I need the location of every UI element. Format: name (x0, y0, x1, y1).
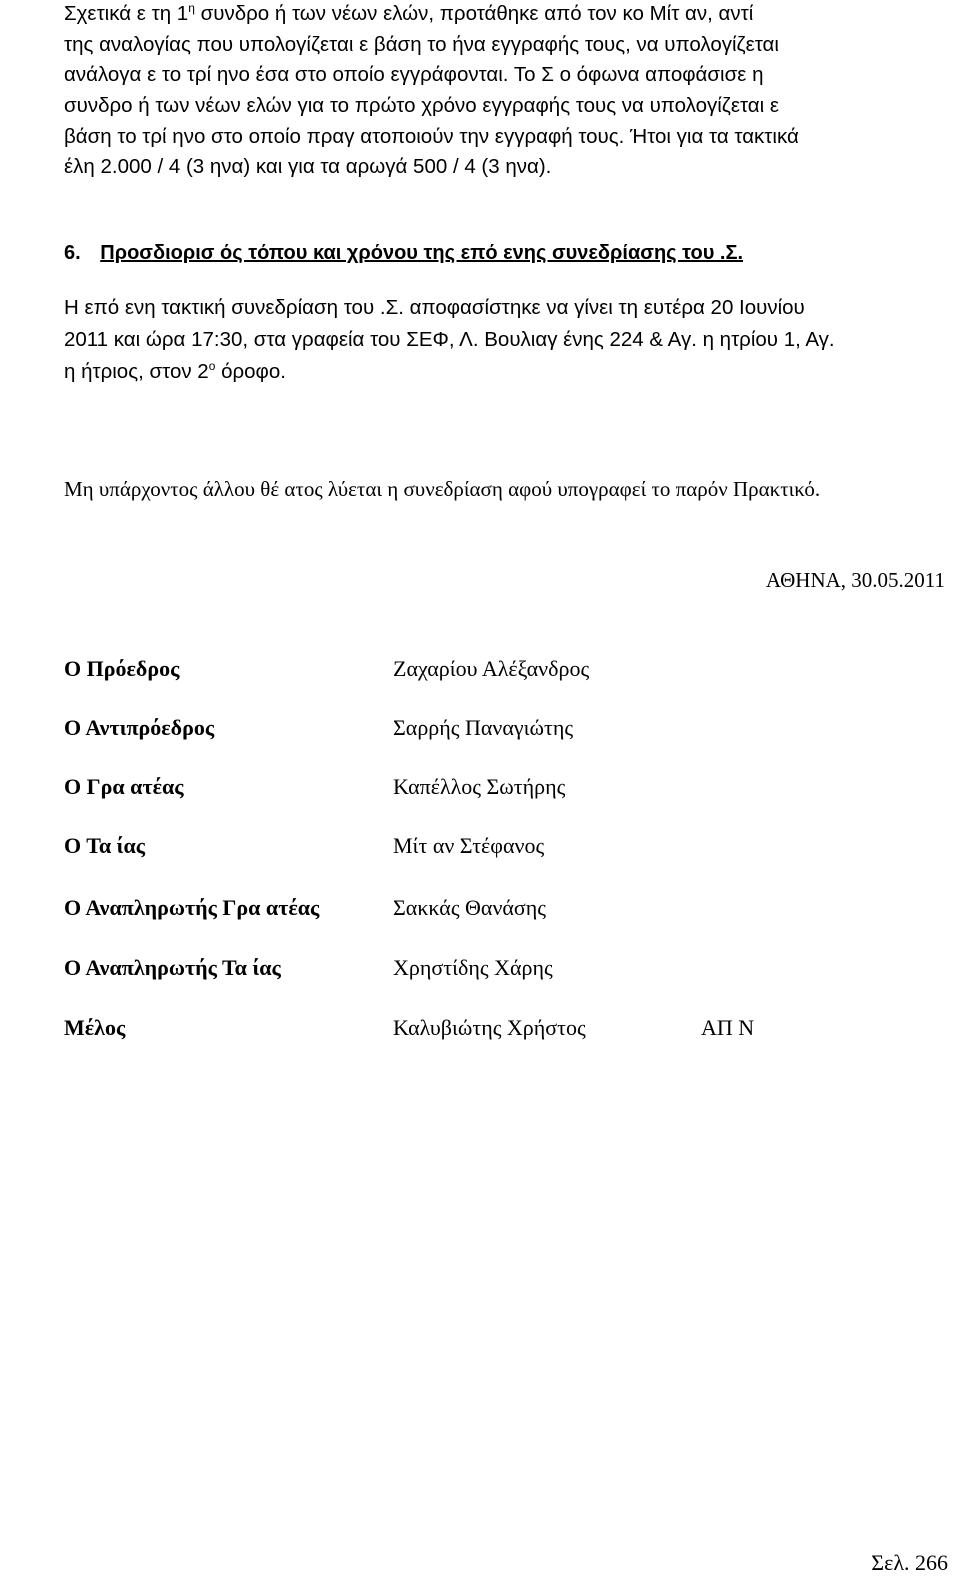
place-date: ΑΘΗΝΑ, 30.05.2011 (765, 568, 945, 592)
paragraph1-line6: έλη 2.000 / 4 (3 ηνα) και για τα αρωγά 500 / 4 (3 ηνα). (64, 155, 552, 178)
signature-name: Καλυβιώτης Χρήστος (393, 1015, 586, 1040)
signature-role: Μέλος (64, 1015, 126, 1040)
signature-note: ΑΠ Ν (701, 1015, 755, 1040)
paragraph2-line2: 2011 και ώρα 17:30, στα γραφεία του ΣΕΦ, Λ. Βουλιαγ ένης 224 & Αγ. η ητρίου 1, Αγ. (64, 328, 835, 351)
signature-role: Ο Αναπληρωτής Γρα ατέας (64, 895, 320, 920)
page-number: Σελ. 266 (871, 1550, 948, 1575)
paragraph2-line1: Η επό ενη τακτική συνεδρίαση του .Σ. αποφασίστηκε να γίνει τη ευτέρα 20 Ιουνίου (64, 296, 805, 319)
signature-name: Ζαχαρίου Αλέξανδρος (393, 656, 590, 681)
section-6-heading (64, 243, 743, 263)
signature-name: Σακκάς Θανάσης (393, 895, 547, 920)
closing-sentence: Μη υπάρχοντος άλλου θέ ατος λύεται η συνεδρίαση αφού υπογραφεί το παρόν Πρακτικό. (64, 477, 821, 501)
signature-role: Ο Τα ίας (64, 833, 146, 858)
signature-name: Σαρρής Παναγιώτης (393, 715, 574, 740)
signature-name: Χρηστίδης Χάρης (393, 955, 553, 980)
signature-name: Καπέλλος Σωτήρης (393, 774, 566, 799)
signature-role: Ο Αντιπρόεδρος (64, 715, 215, 740)
paragraph1-line5: βάση το τρί ηνο στο οποίο πραγ ατοποιούν την εγγραφή τους. Ήτοι για τα τακτικά (64, 125, 799, 148)
signature-name: Μίτ αν Στέφανος (393, 833, 545, 858)
signature-role: Ο Γρα ατέας (64, 774, 184, 799)
paragraph1-line1: Σχετικά ε τη $1^\eta$ συνδρο ή των νέων ελών, προτάθηκε από τον κο Μίτ αν, αντί (64, 1, 754, 25)
section-number: 6. (64, 242, 81, 264)
section-title: Προσδιορισ ός τόπου και χρόνου της επό ενης συνεδρίασης του .Σ. (100, 242, 744, 264)
paragraph1-line2: της αναλογίας που υπολογίζεται ε βάση το ήνα εγγραφής τους, να υπολογίζεται (64, 33, 779, 56)
signature-role: Ο Πρόεδρος (64, 656, 180, 681)
paragraph2-line3: η ήτριος, στον $2^o$ όροφο. (64, 359, 286, 383)
paragraph1-line3: ανάλογα ε το τρί ηνο έσα στο οποίο εγγράφονται. Το Σ ο όφωνα αποφάσισε η (64, 63, 764, 86)
paragraph1-line4: συνδρο ή των νέων ελών για το πρώτο χρόνο εγγραφής τους να υπολογίζεται ε (64, 94, 780, 117)
signature-role: Ο Αναπληρωτής Τα ίας (64, 955, 281, 980)
